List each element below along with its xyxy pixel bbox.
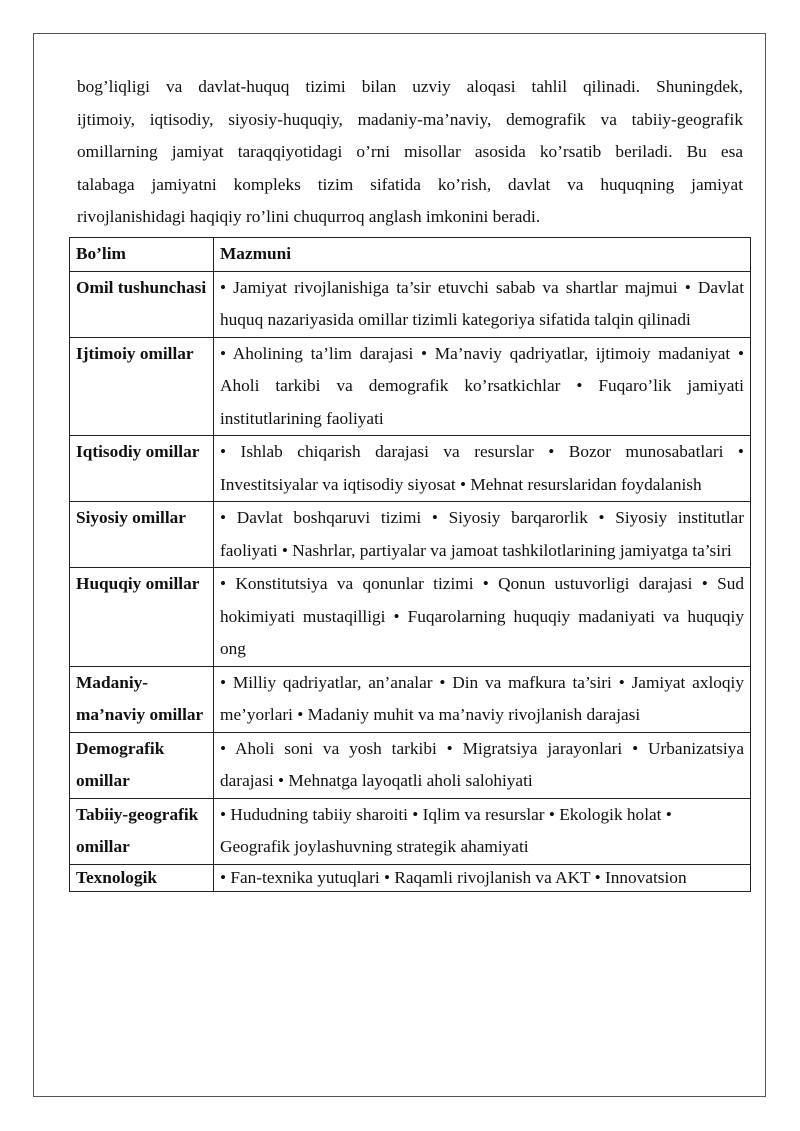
section-cell: Siyosiy omillar: [70, 502, 214, 568]
content-cell: • Konstitutsiya va qonunlar tizimi • Qonun ustuvorligi darajasi • Sud hokimiyati mustaqilligi • Fuqarolarning huquqiy madaniyati va huquqiy ong: [214, 568, 751, 667]
section-cell: Madaniy-ma’naviy omillar: [70, 666, 214, 732]
table-row: [70, 666, 751, 732]
content-cell: • Ishlab chiqarish darajasi va resurslar • Bozor munosabatlari • Investitsiyalar va iqtisodiy siyosat • Mehnat resurslaridan foydalanish: [214, 436, 751, 502]
intro-line: ijtimoiy, iqtisodiy, siyosiy-huquqiy, madaniy-ma’naviy, demografik va tabiiy-geografik: [77, 109, 743, 129]
section-cell: Tabiiy-geografik omillar: [70, 798, 214, 864]
content-cell: • Davlat boshqaruvi tizimi • Siyosiy barqarorlik • Siyosiy institutlar faoliyati • Nashrlar, partiyalar va jamoat tashkilotlarining jamiyatga ta’siri: [214, 502, 751, 568]
intro-line: rivojlanishidagi haqiqiy ro’lini chuqurroq anglash imkonini beradi.: [77, 207, 541, 226]
table-row: [70, 732, 751, 798]
section-cell: Ijtimoiy omillar: [70, 337, 214, 436]
section-cell: Huquqiy omillar: [70, 568, 214, 667]
table-row: [70, 864, 751, 891]
column-header-section: Bo’lim: [70, 238, 214, 272]
intro-line: talabaga jamiyatni kompleks tizim sifatida ko’rish, davlat va huquqning jamiyat: [77, 174, 743, 194]
table-row: [70, 502, 751, 568]
section-cell: Demografik omillar: [70, 732, 214, 798]
content-cell: • Milliy qadriyatlar, an’analar • Din va mafkura ta’siri • Jamiyat axloqiy me’yorlari • Madaniy muhit va ma’naviy rivojlanish darajasi: [214, 666, 751, 732]
section-cell: Omil tushunchasi: [70, 271, 214, 337]
content-cell: • Fan-texnika yutuqlari • Raqamli rivojlanish va AKT • Innovatsion: [214, 864, 751, 891]
table-row: [70, 568, 751, 667]
intro-line: bog’liqligi va davlat-huquq tizimi bilan uzviy aloqasi tahlil qilinadi. Shuningdek,: [77, 77, 743, 96]
content-cell: • Aholining ta’lim darajasi • Ma’naviy qadriyatlar, ijtimoiy madaniyat • Aholi tarkibi va demografik ko’rsatkichlar • Fuqaro’lik jamiyati institutlarining faoliyati: [214, 337, 751, 436]
table-header-row: [70, 238, 751, 272]
table-row: [70, 798, 751, 864]
intro-line: omillarning jamiyat taraqqiyotidagi o’rni misollar asosida ko’rsatib beriladi. Bu esa: [77, 142, 743, 161]
section-cell: Iqtisodiy omillar: [70, 436, 214, 502]
content-cell: • Jamiyat rivojlanishiga ta’sir etuvchi sabab va shartlar majmui • Davlat huquq nazariyasida omillar tizimli kategoriya sifatida talqin qilinadi: [214, 271, 751, 337]
table-row: [70, 271, 751, 337]
section-cell: Texnologik: [70, 864, 214, 891]
intro-paragraph: [77, 71, 743, 234]
table-row: [70, 337, 751, 436]
factors-table: [69, 237, 751, 892]
content-cell: • Aholi soni va yosh tarkibi • Migratsiya jarayonlari • Urbanizatsiya darajasi • Mehnatga layoqatli aholi salohiyati: [214, 732, 751, 798]
content-cell: • Hududning tabiiy sharoiti • Iqlim va resurslar • Ekologik holat • Geografik joylashuvning strategik ahamiyati: [214, 798, 751, 864]
table-row: [70, 436, 751, 502]
column-header-content: Mazmuni: [214, 238, 751, 272]
